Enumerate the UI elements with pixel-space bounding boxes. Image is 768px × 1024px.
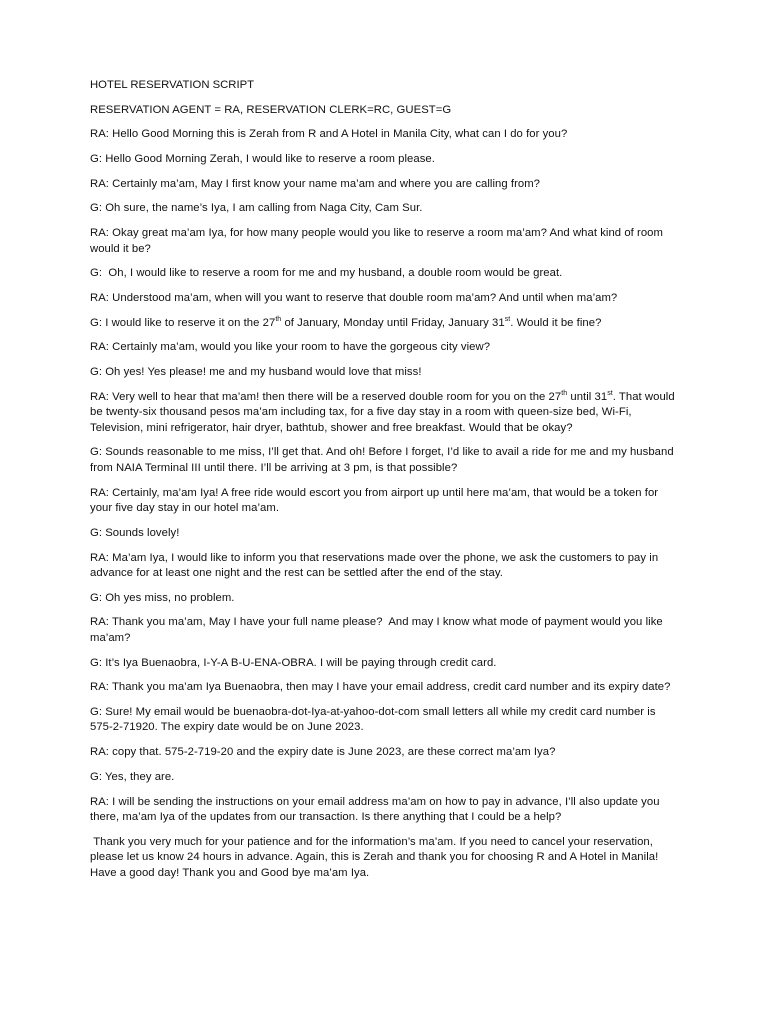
dialogue-line: RA: Certainly ma’am, May I first know your name ma’am and where you are calling from? [90, 177, 541, 190]
dialogue-line: G: Yes, they are. [90, 770, 175, 783]
role-legend: RESERVATION AGENT = RA, RESERVATION CLERK=RC, GUEST=G [90, 103, 452, 116]
dialogue-line: RA: copy that. 575-2-719-20 and the expiry date is June 2023, are these correct ma’am Iya? [90, 746, 556, 759]
dialogue-line: RA: Thank you ma’am Iya Buenaobra, then may I have your email address, credit card number and its expiry date? [90, 681, 671, 694]
dialogue-line: G: Sure! My email would be buenaobra-dot-Iya-at-yahoo-dot-com small letters all while my credit card number is 575-2-71920. The expiry date would be on June 2023. [90, 705, 656, 734]
dialogue-line: RA: I will be sending the instructions on your email address ma’am on how to pay in advance, I’ll also update you there, ma’am Iya of the updates from our transaction. Is there anything that I could be a help? [90, 795, 660, 823]
dialogue-line: G: Oh sure, the name’s Iya, I am calling from Naga City, Cam Sur. [90, 202, 423, 215]
dialogue-line: RA: Thank you ma’am, May I have your full name please? And may I know what mode of payment would you like ma’am? [90, 616, 663, 644]
dialogue-line: G: I would like to reserve it on the 27th of January, Monday until Friday, January 31st. Would it be fine? [90, 315, 602, 329]
dialogue-line: G: Sounds lovely! [90, 526, 180, 539]
dialogue-body [90, 127, 680, 881]
dialogue-line: Thank you very much for your patience and for the information’s ma’am. If you need to cancel your reservation, please let us know 24 hours in advance. Again, this is Zerah and thank you for choosing R and A Hotel in Manila! Have a good day! Thank you and Good bye ma’am Iya. [90, 835, 659, 879]
dialogue-line: G: Oh, I would like to reserve a room for me and my husband, a double room would be great. [90, 267, 563, 280]
dialogue-line: G: Oh yes! Yes please! me and my husband would love that miss! [90, 366, 422, 379]
dialogue-line: RA: Hello Good Morning this is Zerah from R and A Hotel in Manila City, what can I do for you? [90, 128, 568, 141]
dialogue-line: RA: Certainly ma’am, would you like your room to have the gorgeous city view? [90, 341, 491, 354]
dialogue-line: RA: Okay great ma’am Iya, for how many people would you like to reserve a room ma’am? And what kind of room would it be? [90, 227, 663, 255]
dialogue-line: RA: Very well to hear that ma’am! then there will be a reserved double room for you on the 27th until 31st. That would be twenty-six thousand pesos ma’am including tax, for a five day stay in a room with queen-size bed, Wi-Fi, Television, mini refrigerator, hair dryer, bathtub, shower and free breakfast. Would that be okay? [90, 389, 675, 434]
dialogue-line: RA: Ma’am Iya, I would like to inform you that reservations made over the phone, we ask the customers to pay in advance for at least one night and the rest can be settled after the end of the stay. [90, 551, 659, 579]
document-page [90, 78, 680, 890]
dialogue-line: RA: Certainly, ma’am Iya! A free ride would escort you from airport up until here ma’am, that would be a token for your five day stay in our hotel ma’am. [90, 486, 659, 515]
dialogue-line: G: Oh yes miss, no problem. [90, 591, 235, 604]
dialogue-line: G: Sounds reasonable to me miss, I’ll get that. And oh! Before I forget, I’d like to avail a ride for me and my husband from NAIA Terminal III until there. I’ll be arriving at 3 pm, is that possible? [90, 446, 674, 474]
dialogue-line: G: Hello Good Morning Zerah, I would like to reserve a room please. [90, 153, 435, 166]
document-title: HOTEL RESERVATION SCRIPT [90, 79, 255, 91]
dialogue-line: G: It’s Iya Buenaobra, I-Y-A B-U-ENA-OBRA. I will be paying through credit card. [90, 656, 497, 669]
dialogue-line: RA: Understood ma’am, when will you want to reserve that double room ma’am? And until when ma’am? [90, 292, 618, 304]
